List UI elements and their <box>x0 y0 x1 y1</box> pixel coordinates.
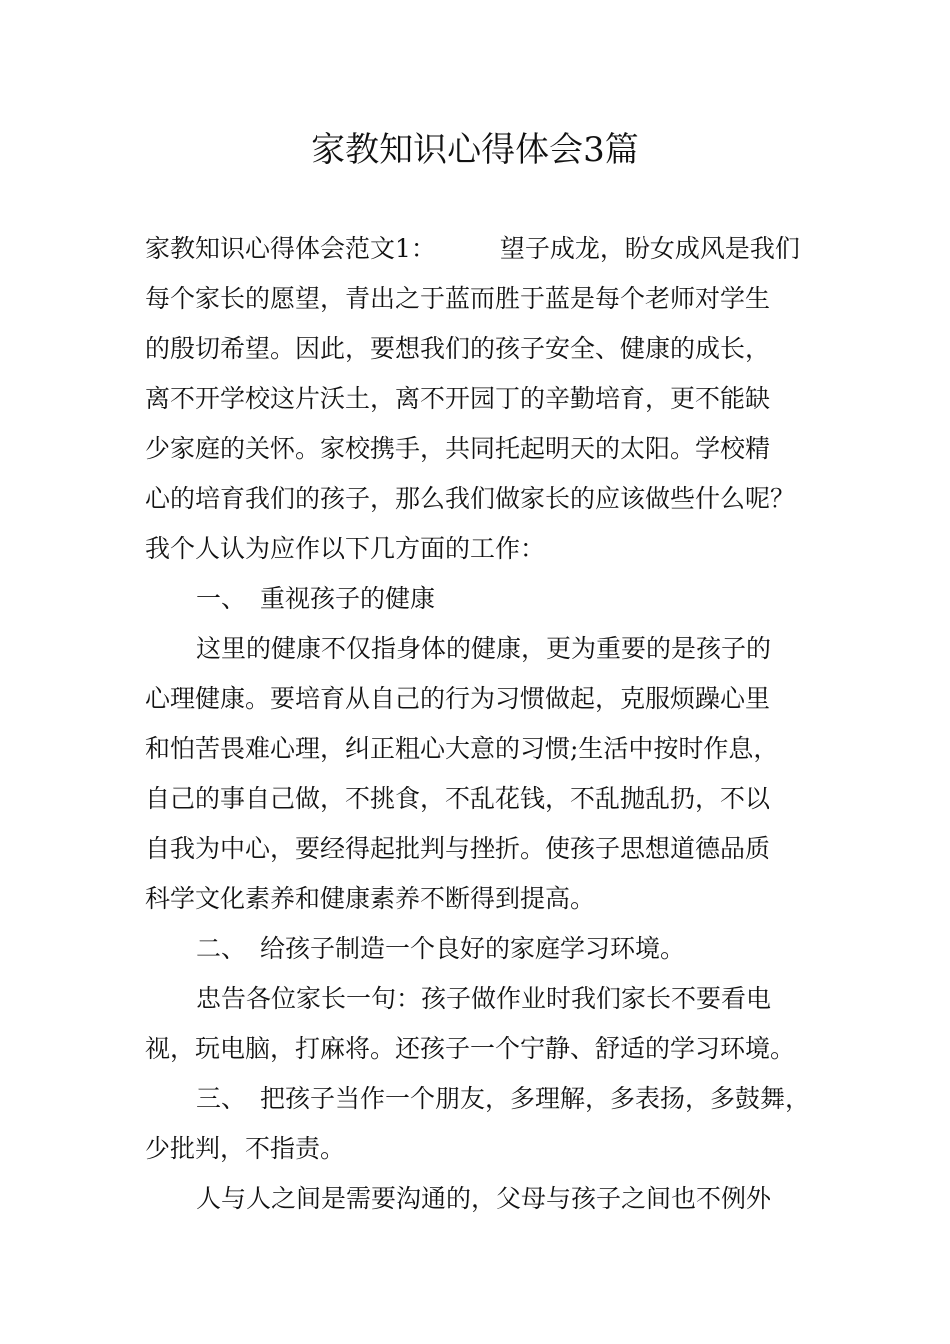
heading-text: 重视孩子的健康 <box>260 584 436 613</box>
heading-continuation: 少批判，不指责。 <box>145 1134 346 1163</box>
paragraph-line: 的殷切希望。因此，要想我们的孩子安全、健康的成长， <box>145 334 771 363</box>
paragraph-line: 和怕苦畏难心理，纠正粗心大意的习惯;生活中按时作息， <box>145 734 779 763</box>
paragraph-line: 自我为中心，要经得起批判与挫折。使孩子思想道德品质 <box>145 834 771 863</box>
intro-label: 家教知识心得体会范文1： <box>145 234 436 263</box>
paragraph-line: 人与人之间是需要沟通的，父母与孩子之间也不例外 <box>196 1184 772 1213</box>
paragraph-line: 忠告各位家长一句：孩子做作业时我们家长不要看电 <box>196 984 772 1013</box>
paragraph-line: 心的培育我们的孩子，那么我们做家长的应该做些什么呢？ <box>145 484 796 513</box>
heading-text: 给孩子制造一个良好的家庭学习环境。 <box>260 934 686 963</box>
paragraph-line: 少家庭的关怀。家校携手，共同托起明天的太阳。学校精 <box>145 434 771 463</box>
heading-number: 三、 <box>196 1084 247 1113</box>
intro-line <box>145 232 800 266</box>
heading-text: 把孩子当作一个朋友，多理解，多表扬，多鼓舞， <box>260 1084 811 1113</box>
document-title: 家教知识心得体会3篇 <box>311 130 639 170</box>
paragraph-line: 科学文化素养和健康素养不断得到提高。 <box>145 884 596 913</box>
paragraph-line: 这里的健康不仅指身体的健康，更为重要的是孩子的 <box>196 634 772 663</box>
paragraph-line: 我个人认为应作以下几方面的工作： <box>145 534 546 563</box>
heading-number: 一、 <box>196 584 247 613</box>
intro-start: 望子成龙，盼女成风是我们 <box>499 234 800 263</box>
paragraph-line: 每个家长的愿望，青出之于蓝而胜于蓝是每个老师对学生 <box>145 284 771 313</box>
paragraph-line: 视，玩电脑，打麻将。还孩子一个宁静、舒适的学习环境。 <box>145 1034 796 1063</box>
paragraph-line: 离不开学校这片沃土，离不开园丁的辛勤培育，更不能缺 <box>145 384 771 413</box>
heading-number: 二、 <box>196 934 247 963</box>
section-heading-2 <box>196 932 685 966</box>
section-heading-1 <box>196 582 435 616</box>
paragraph-line: 心理健康。要培育从自己的行为习惯做起，克服烦躁心里 <box>145 684 771 713</box>
paragraph-line: 自己的事自己做，不挑食，不乱花钱，不乱抛乱扔，不以 <box>145 784 771 813</box>
section-heading-3 <box>196 1082 810 1116</box>
